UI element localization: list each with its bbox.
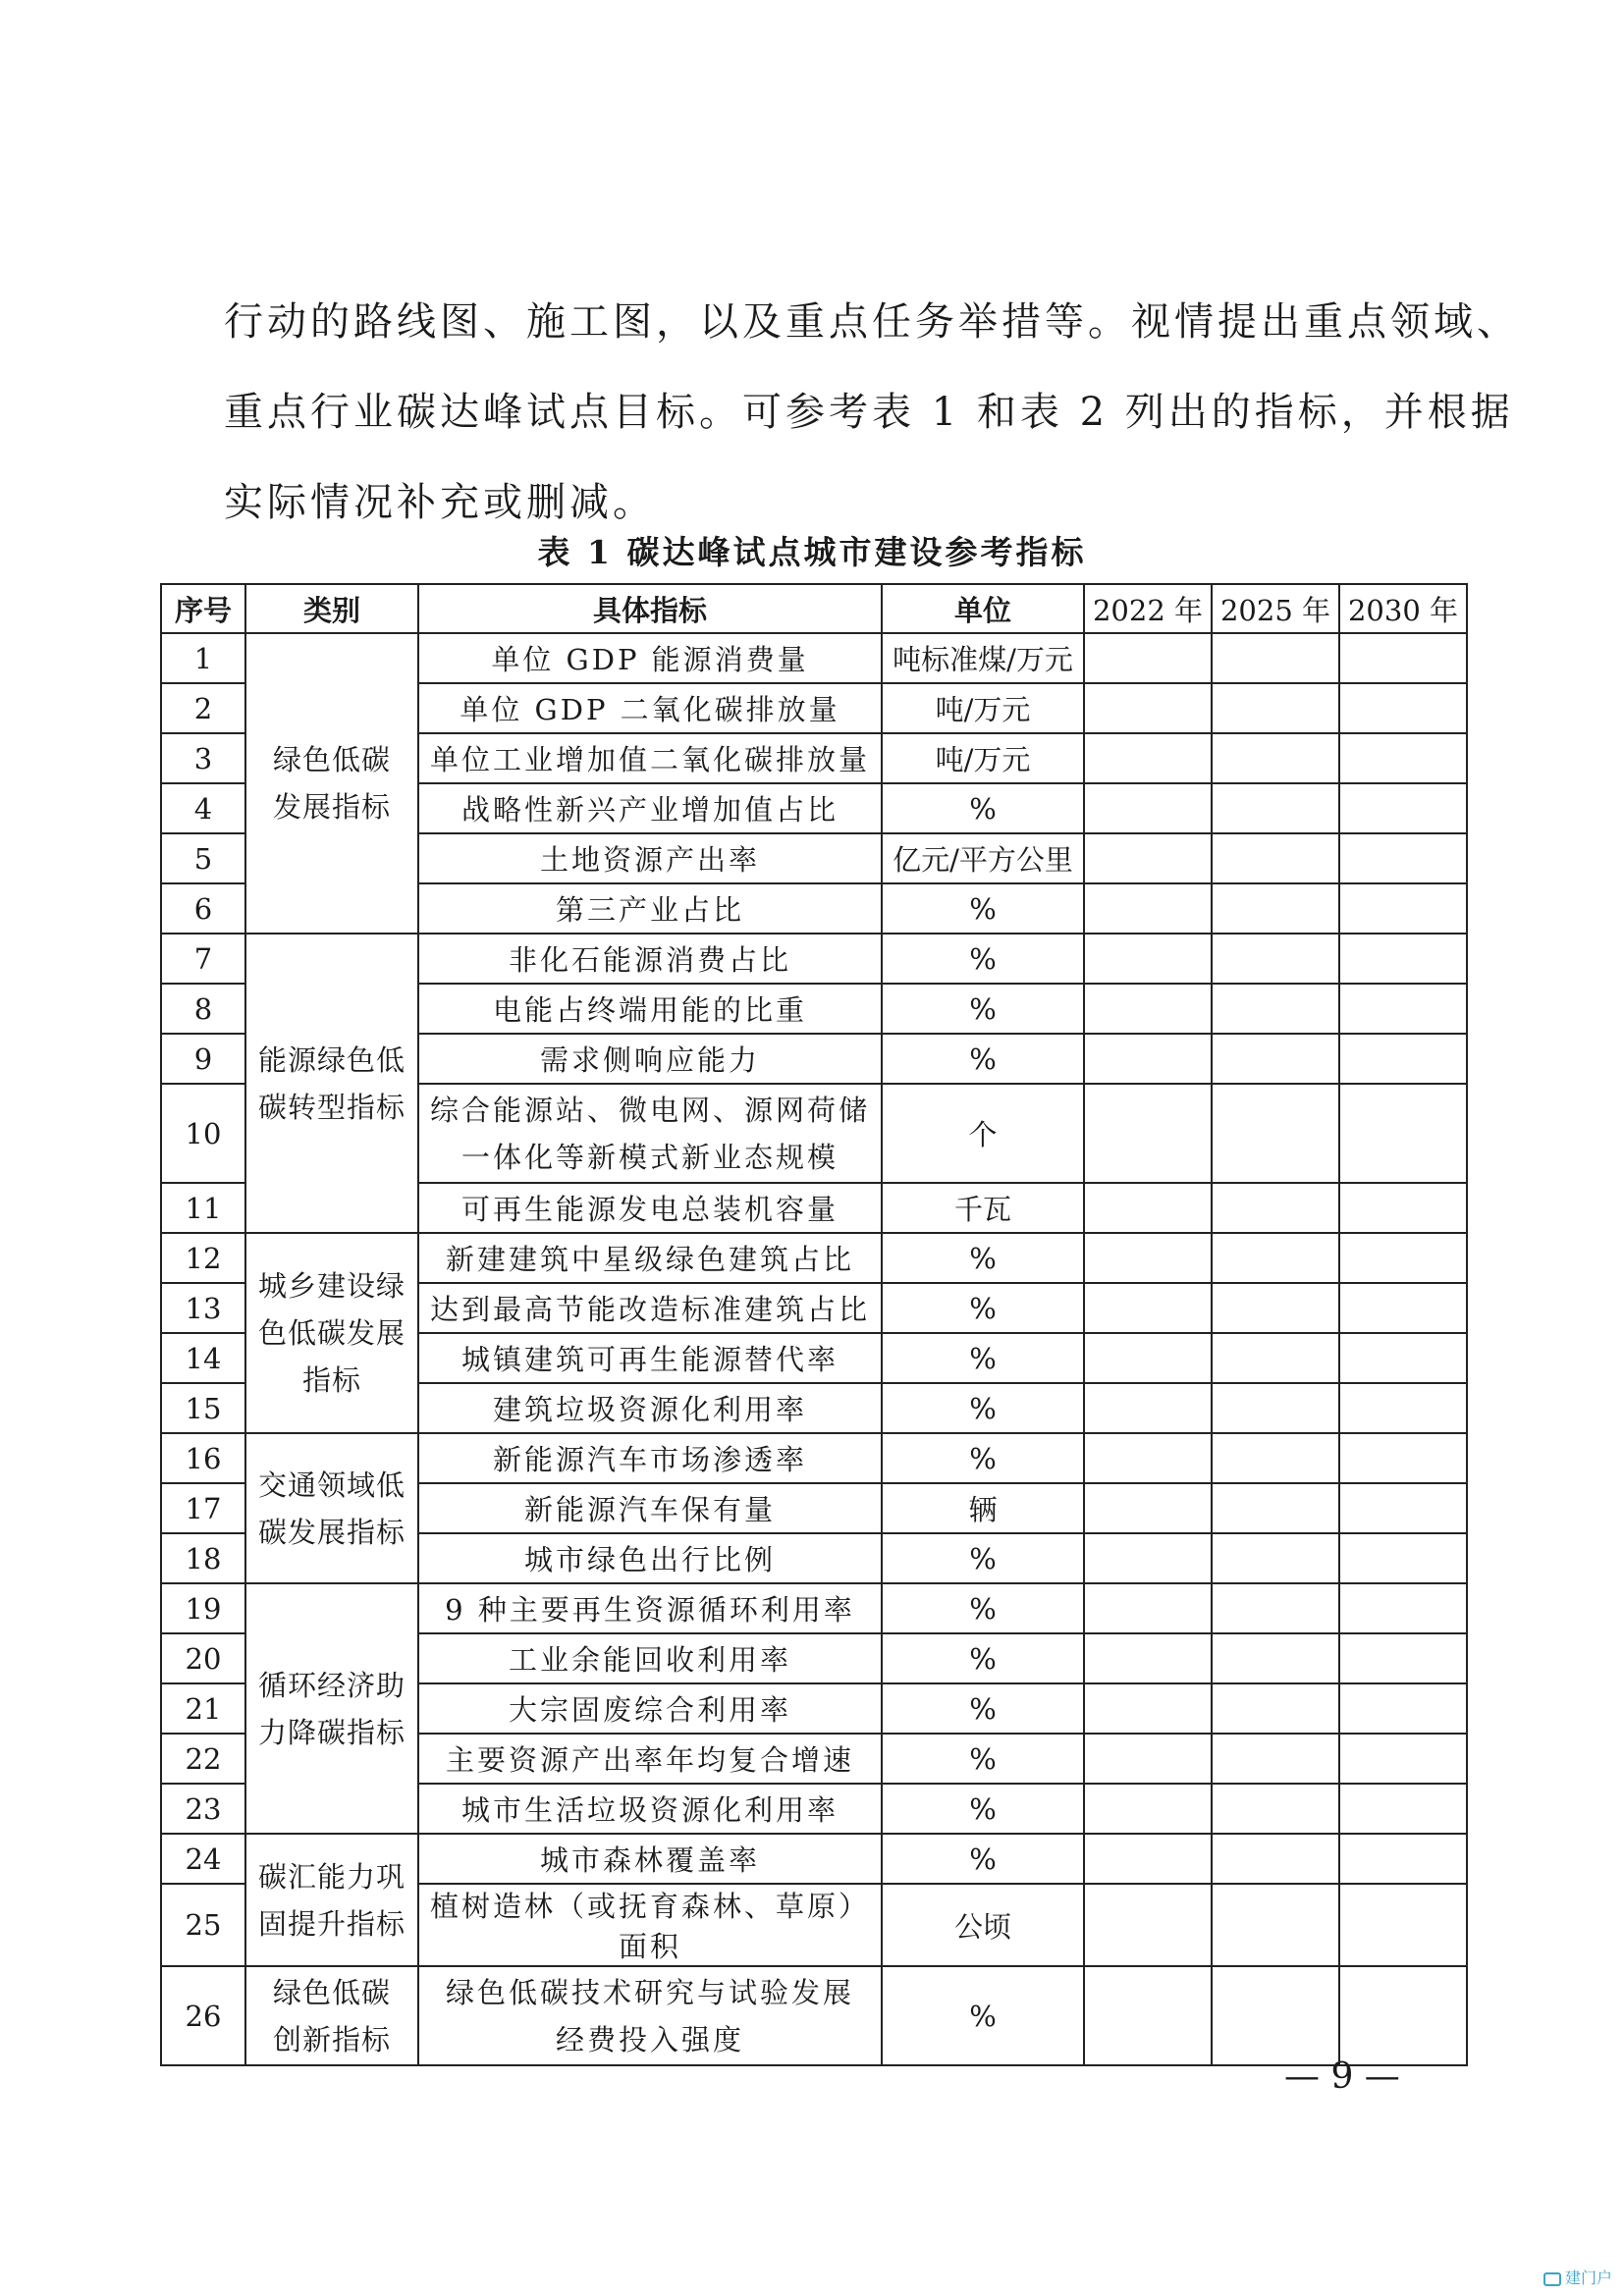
- indicator-cell: 植树造林（或抚育森林、草原）面积: [418, 1884, 882, 1966]
- value-cell-2025: [1212, 1333, 1339, 1383]
- value-cell-2022: [1084, 1333, 1212, 1383]
- indicator-cell: 城市生活垃圾资源化利用率: [418, 1784, 882, 1834]
- value-cell-2025: [1212, 1034, 1339, 1084]
- header-indicator: 具体指标: [418, 584, 882, 633]
- indicator-line: 一体化等新模式新业态规模: [460, 1140, 839, 1174]
- unit-cell: 辆: [882, 1483, 1084, 1533]
- value-cell-2025: [1212, 934, 1339, 984]
- row-number: 4: [161, 783, 245, 833]
- header-2025: 2025 年: [1212, 584, 1339, 633]
- unit-cell: 吨标准煤/万元: [882, 633, 1084, 683]
- category-cell: [245, 1834, 418, 1966]
- value-cell-2025: [1212, 1784, 1339, 1834]
- indicator-cell: 工业余能回收利用率: [418, 1633, 882, 1683]
- row-number: 11: [161, 1183, 245, 1233]
- indicator-cell: [418, 1084, 882, 1183]
- table-row: [161, 934, 1467, 984]
- paragraph-line-2: 重点行业碳达峰试点目标。可参考表 1 和表 2 列出的指标，并根据: [224, 390, 1514, 435]
- row-number: 15: [161, 1383, 245, 1433]
- indicator-table: [160, 583, 1468, 2066]
- value-cell-2022: [1084, 1383, 1212, 1433]
- indicator-line: 综合能源站、微电网、源网荷储: [429, 1093, 870, 1127]
- value-cell-2030: [1339, 1383, 1467, 1433]
- row-number: 6: [161, 883, 245, 934]
- category-line: 色低碳发展: [257, 1316, 406, 1350]
- unit-cell: %: [882, 1633, 1084, 1683]
- value-cell-2030: [1339, 1734, 1467, 1784]
- header-unit: 单位: [882, 584, 1084, 633]
- value-cell-2025: [1212, 1734, 1339, 1784]
- value-cell-2022: [1084, 1533, 1212, 1583]
- value-cell-2025: [1212, 1383, 1339, 1433]
- row-number: 25: [161, 1884, 245, 1966]
- value-cell-2030: [1339, 1834, 1467, 1884]
- row-number: 24: [161, 1834, 245, 1884]
- unit-cell: %: [882, 1233, 1084, 1283]
- unit-cell: %: [882, 1966, 1084, 2065]
- value-cell-2025: [1212, 733, 1339, 783]
- table-row: [161, 1834, 1467, 1884]
- value-cell-2030: [1339, 1683, 1467, 1734]
- category-line: 绿色低碳: [272, 1975, 391, 2009]
- row-number: 12: [161, 1233, 245, 1283]
- value-cell-2022: [1084, 1034, 1212, 1084]
- indicator-cell: 9 种主要再生资源循环利用率: [418, 1583, 882, 1633]
- value-cell-2022: [1084, 1084, 1212, 1183]
- row-number: 10: [161, 1084, 245, 1183]
- value-cell-2025: [1212, 1084, 1339, 1183]
- value-cell-2022: [1084, 883, 1212, 934]
- value-cell-2022: [1084, 1233, 1212, 1283]
- unit-cell: %: [882, 883, 1084, 934]
- unit-cell: 千瓦: [882, 1183, 1084, 1233]
- value-cell-2025: [1212, 984, 1339, 1034]
- value-cell-2030: [1339, 934, 1467, 984]
- value-cell-2030: [1339, 1333, 1467, 1383]
- row-number: 21: [161, 1683, 245, 1734]
- value-cell-2030: [1339, 733, 1467, 783]
- table-row: [161, 1233, 1467, 1283]
- category-line: 碳转型指标: [257, 1090, 406, 1124]
- unit-cell: %: [882, 1834, 1084, 1884]
- value-cell-2025: [1212, 633, 1339, 683]
- value-cell-2025: [1212, 1966, 1339, 2065]
- row-number: 7: [161, 934, 245, 984]
- value-cell-2022: [1084, 1483, 1212, 1533]
- category-cell: [245, 1583, 418, 1834]
- indicator-line: 经费投入强度: [555, 2022, 744, 2056]
- value-cell-2030: [1339, 1633, 1467, 1683]
- unit-cell: %: [882, 1583, 1084, 1633]
- value-cell-2022: [1084, 833, 1212, 883]
- paragraph-line-3: 实际情况补充或删减。: [224, 480, 656, 525]
- category-line: 绿色低碳: [272, 743, 391, 776]
- category-line: 碳发展指标: [257, 1515, 406, 1549]
- indicator-cell: 城市森林覆盖率: [418, 1834, 882, 1884]
- indicator-cell: [418, 1966, 882, 2065]
- unit-cell: %: [882, 1433, 1084, 1483]
- category-line: 循环经济助: [257, 1668, 406, 1702]
- value-cell-2022: [1084, 1884, 1212, 1966]
- row-number: 14: [161, 1333, 245, 1383]
- unit-cell: 公顷: [882, 1884, 1084, 1966]
- value-cell-2025: [1212, 1483, 1339, 1533]
- category-line: 碳汇能力巩: [257, 1859, 406, 1894]
- row-number: 18: [161, 1533, 245, 1583]
- indicator-cell: 土地资源产出率: [418, 833, 882, 883]
- unit-cell: %: [882, 1784, 1084, 1834]
- row-number: 19: [161, 1583, 245, 1633]
- indicator-cell: 主要资源产出率年均复合增速: [418, 1734, 882, 1784]
- table-row: [161, 1433, 1467, 1483]
- value-cell-2022: [1084, 1966, 1212, 2065]
- category-line: 能源绿色低: [257, 1042, 406, 1077]
- category-line: 固提升指标: [257, 1906, 406, 1941]
- value-cell-2022: [1084, 1683, 1212, 1734]
- header-no: 序号: [161, 584, 245, 633]
- value-cell-2030: [1339, 883, 1467, 934]
- row-number: 20: [161, 1633, 245, 1683]
- value-cell-2030: [1339, 683, 1467, 733]
- unit-cell: 吨/万元: [882, 683, 1084, 733]
- watermark-text: 建门户: [1565, 2269, 1613, 2287]
- indicator-cell: 建筑垃圾资源化利用率: [418, 1383, 882, 1433]
- indicator-cell: 电能占终端用能的比重: [418, 984, 882, 1034]
- paragraph-line-1: 行动的路线图、施工图，以及重点任务举措等。视情提出重点领域、: [224, 299, 1520, 345]
- header-category: 类别: [245, 584, 418, 633]
- value-cell-2022: [1084, 1583, 1212, 1633]
- value-cell-2022: [1084, 633, 1212, 683]
- logo-icon: [1543, 2272, 1561, 2286]
- header-2030: 2030 年: [1339, 584, 1467, 633]
- category-cell: [245, 1233, 418, 1433]
- row-number: 13: [161, 1283, 245, 1333]
- category-line: 力降碳指标: [257, 1715, 406, 1749]
- value-cell-2025: [1212, 1884, 1339, 1966]
- value-cell-2025: [1212, 683, 1339, 733]
- value-cell-2025: [1212, 1283, 1339, 1333]
- indicator-cell: 达到最高节能改造标准建筑占比: [418, 1283, 882, 1333]
- unit-cell: %: [882, 1333, 1084, 1383]
- row-number: 23: [161, 1784, 245, 1834]
- table-row: [161, 1966, 1467, 2065]
- indicator-cell: 新能源汽车保有量: [418, 1483, 882, 1533]
- unit-cell: %: [882, 783, 1084, 833]
- unit-cell: %: [882, 984, 1084, 1034]
- indicator-cell: 新能源汽车市场渗透率: [418, 1433, 882, 1483]
- value-cell-2022: [1084, 683, 1212, 733]
- table-row: [161, 633, 1467, 683]
- value-cell-2025: [1212, 833, 1339, 883]
- indicator-cell: 战略性新兴产业增加值占比: [418, 783, 882, 833]
- category-line: 交通领域低: [257, 1468, 406, 1502]
- row-number: 16: [161, 1433, 245, 1483]
- value-cell-2025: [1212, 1533, 1339, 1583]
- indicator-cell: 需求侧响应能力: [418, 1034, 882, 1084]
- value-cell-2030: [1339, 1034, 1467, 1084]
- value-cell-2030: [1339, 1233, 1467, 1283]
- value-cell-2030: [1339, 783, 1467, 833]
- value-cell-2025: [1212, 1183, 1339, 1233]
- value-cell-2022: [1084, 1283, 1212, 1333]
- value-cell-2022: [1084, 1734, 1212, 1784]
- value-cell-2030: [1339, 1583, 1467, 1633]
- unit-cell: %: [882, 1533, 1084, 1583]
- value-cell-2022: [1084, 1433, 1212, 1483]
- indicator-cell: 可再生能源发电总装机容量: [418, 1183, 882, 1233]
- value-cell-2030: [1339, 1533, 1467, 1583]
- indicator-cell: 单位工业增加值二氧化碳排放量: [418, 733, 882, 783]
- unit-cell: 亿元/平方公里: [882, 833, 1084, 883]
- value-cell-2025: [1212, 883, 1339, 934]
- indicator-cell: 第三产业占比: [418, 883, 882, 934]
- header-row: [161, 584, 1467, 633]
- value-cell-2025: [1212, 1633, 1339, 1683]
- value-cell-2030: [1339, 984, 1467, 1034]
- value-cell-2030: [1339, 1183, 1467, 1233]
- watermark-logo: [1543, 2266, 1612, 2288]
- intro-paragraph: [224, 277, 1520, 548]
- indicator-cell: 单位 GDP 二氧化碳排放量: [418, 683, 882, 733]
- value-cell-2022: [1084, 934, 1212, 984]
- unit-cell: 吨/万元: [882, 733, 1084, 783]
- value-cell-2030: [1339, 1433, 1467, 1483]
- category-line: 城乡建设绿: [257, 1269, 406, 1303]
- row-number: 26: [161, 1966, 245, 2065]
- unit-cell: %: [882, 934, 1084, 984]
- value-cell-2022: [1084, 984, 1212, 1034]
- page-number: — 9 —: [1284, 2056, 1400, 2097]
- value-cell-2030: [1339, 1784, 1467, 1834]
- category-cell: [245, 633, 418, 934]
- row-number: 22: [161, 1734, 245, 1784]
- value-cell-2022: [1084, 733, 1212, 783]
- category-cell: [245, 934, 418, 1233]
- value-cell-2030: [1339, 1966, 1467, 2065]
- value-cell-2030: [1339, 633, 1467, 683]
- unit-cell: %: [882, 1034, 1084, 1084]
- row-number: 2: [161, 683, 245, 733]
- value-cell-2025: [1212, 1233, 1339, 1283]
- value-cell-2025: [1212, 1583, 1339, 1633]
- header-2022: 2022 年: [1084, 584, 1212, 633]
- value-cell-2022: [1084, 1784, 1212, 1834]
- unit-cell: %: [882, 1383, 1084, 1433]
- table-row: [161, 1583, 1467, 1633]
- category-line: 创新指标: [272, 2022, 391, 2056]
- value-cell-2030: [1339, 1084, 1467, 1183]
- row-number: 5: [161, 833, 245, 883]
- indicator-cell: 单位 GDP 能源消费量: [418, 633, 882, 683]
- unit-cell: %: [882, 1283, 1084, 1333]
- indicator-line: 绿色低碳技术研究与试验发展: [445, 1975, 854, 2009]
- indicator-cell: 大宗固废综合利用率: [418, 1683, 882, 1734]
- unit-cell: 个: [882, 1084, 1084, 1183]
- value-cell-2022: [1084, 1834, 1212, 1884]
- category-cell: [245, 1433, 418, 1583]
- value-cell-2030: [1339, 1483, 1467, 1533]
- value-cell-2030: [1339, 833, 1467, 883]
- value-cell-2025: [1212, 783, 1339, 833]
- row-number: 8: [161, 984, 245, 1034]
- row-number: 1: [161, 633, 245, 683]
- indicator-cell: 城市绿色出行比例: [418, 1533, 882, 1583]
- value-cell-2030: [1339, 1884, 1467, 1966]
- unit-cell: %: [882, 1683, 1084, 1734]
- indicator-cell: 新建建筑中星级绿色建筑占比: [418, 1233, 882, 1283]
- table-title: 表 1 碳达峰试点城市建设参考指标: [537, 533, 1087, 571]
- value-cell-2022: [1084, 1183, 1212, 1233]
- category-line: 发展指标: [272, 790, 391, 824]
- category-cell: [245, 1966, 418, 2065]
- value-cell-2022: [1084, 1633, 1212, 1683]
- value-cell-2025: [1212, 1834, 1339, 1884]
- value-cell-2025: [1212, 1683, 1339, 1734]
- row-number: 3: [161, 733, 245, 783]
- value-cell-2025: [1212, 1433, 1339, 1483]
- value-cell-2030: [1339, 1283, 1467, 1333]
- indicator-cell: 非化石能源消费占比: [418, 934, 882, 984]
- indicator-cell: 城镇建筑可再生能源替代率: [418, 1333, 882, 1383]
- row-number: 17: [161, 1483, 245, 1533]
- category-line: 指标: [301, 1363, 361, 1397]
- value-cell-2022: [1084, 783, 1212, 833]
- row-number: 9: [161, 1034, 245, 1084]
- unit-cell: %: [882, 1734, 1084, 1784]
